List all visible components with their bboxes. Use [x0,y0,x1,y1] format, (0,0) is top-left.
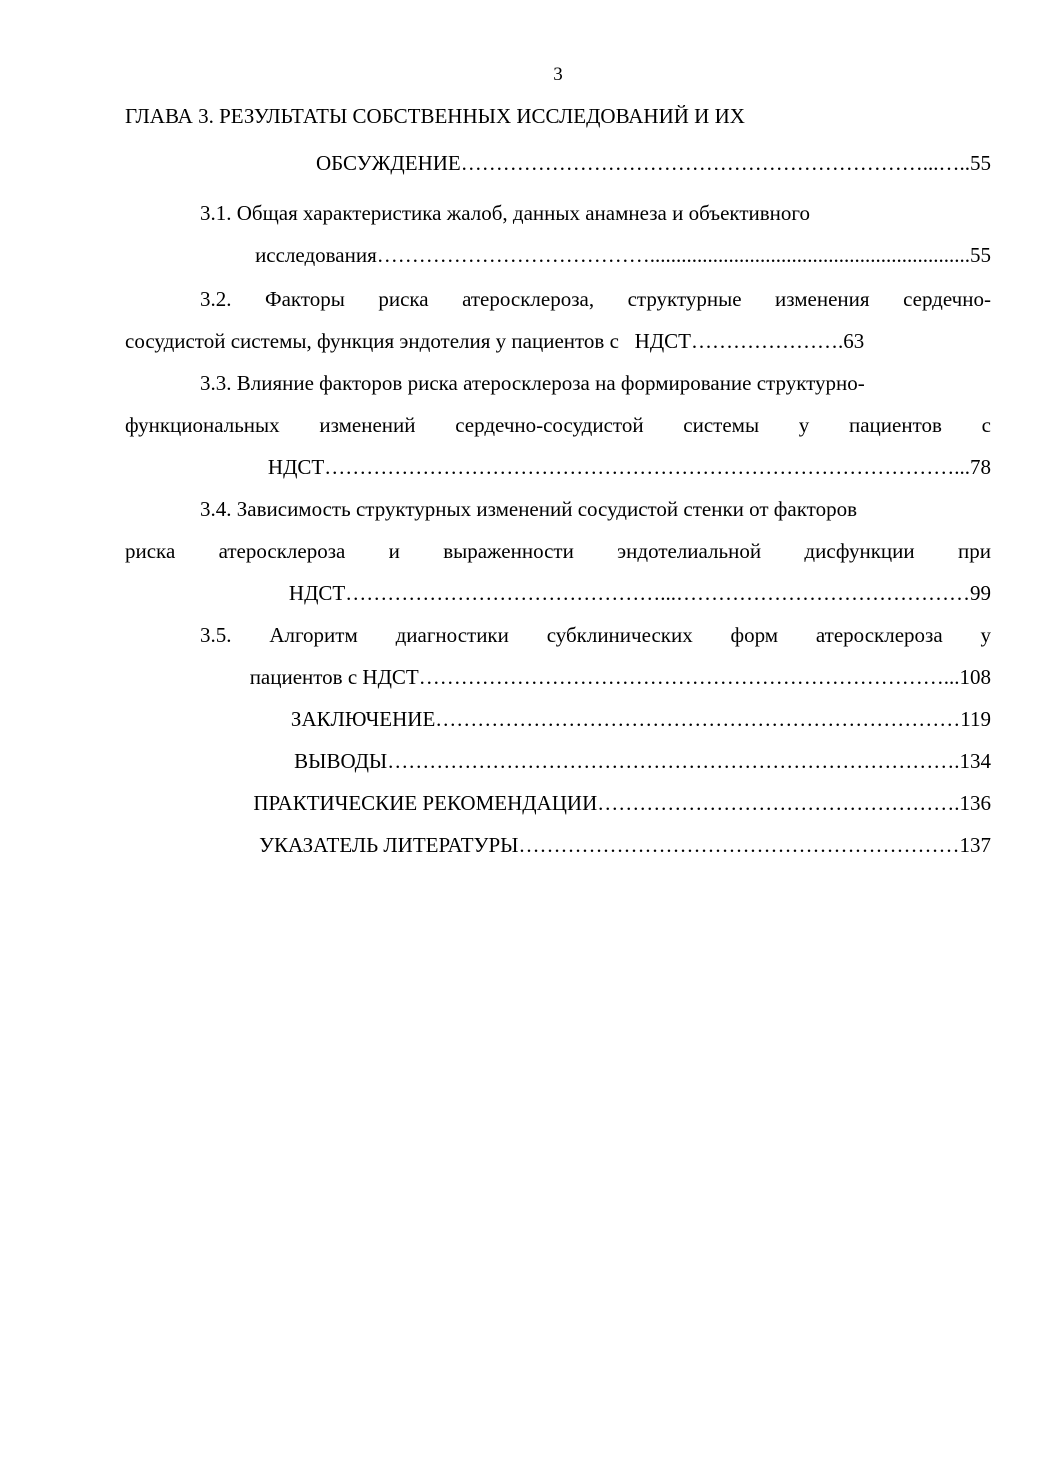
toc-findings: ВЫВОДЫ……………………………………………………………………….134 [294,749,991,773]
word: диагностики [395,623,509,647]
word: и [388,539,400,563]
word: при [957,539,991,563]
word: функциональных [125,413,280,437]
toc-section-3-1-cont: исследования………………………………….............................................................55 [255,243,991,267]
toc-conclusion: ЗАКЛЮЧЕНИЕ…………………………………………………………………119 [290,707,991,731]
word: Алгоритм [269,623,358,647]
word: дисфункции [804,539,915,563]
word: системы [683,413,760,437]
word: атеросклероза [218,539,346,563]
toc-references: УКАЗАТЕЛЬ ЛИТЕРАТУРЫ………………………………………………………137 [259,833,991,857]
toc-section-3-5-cont: пациентов с НДСТ…………………………………………………………………...108 [249,665,991,689]
toc-section-3-3-end: НДСТ………………………………………………………………………………...78 [267,455,991,479]
word: риска [378,287,429,311]
word: структурные [627,287,742,311]
word: Факторы [264,287,345,311]
toc-section-3-5 [200,622,991,648]
toc-section-3-2 [200,286,991,312]
toc-chapter-3-title: ГЛАВА 3. РЕЗУЛЬТАТЫ СОБСТВЕННЫХ ИССЛЕДОВАНИЙ И ИХ [125,104,745,128]
toc-chapter-3-title-cont: ОБСУЖДЕНИЕ…………………………………………………………...…..55 [315,151,991,175]
word: эндотелиальной [617,539,762,563]
word: изменения [775,287,870,311]
toc-section-3-4-end: НДСТ………………………………………...……………………………………99 [288,581,991,605]
toc-section-3-4: 3.4. Зависимость структурных изменений сосудистой стенки от факторов [200,497,857,521]
word: сердечно- [903,287,991,311]
word: атеросклероза [815,623,943,647]
word: с [981,413,991,437]
word: у [980,623,991,647]
word: выраженности [443,539,574,563]
toc-section-3-2-cont: сосудистой системы, функция эндотелия у пациентов с НДСТ………………….63 [125,329,865,353]
toc-section-3-3: 3.3. Влияние факторов риска атеросклероза на формирование структурно- [200,371,865,395]
toc-section-3-1: 3.1. Общая характеристика жалоб, данных анамнеза и объективного [200,201,811,225]
word: форм [730,623,779,647]
word: риска [125,539,176,563]
word: атеросклероза, [462,287,595,311]
page-number: 3 [553,64,563,85]
toc-section-3-4-cont [125,538,991,564]
word: пациентов [849,413,942,437]
word: сердечно-сосудистой [455,413,644,437]
toc-section-3-3-cont [125,412,991,438]
word: изменений [319,413,416,437]
word: у [798,413,810,437]
toc-recommendations: ПРАКТИЧЕСКИЕ РЕКОМЕНДАЦИИ…………………………………………….136 [253,791,991,815]
word: субклинических [546,623,693,647]
word: 3.2. [200,287,232,311]
word: 3.5. [200,623,232,647]
